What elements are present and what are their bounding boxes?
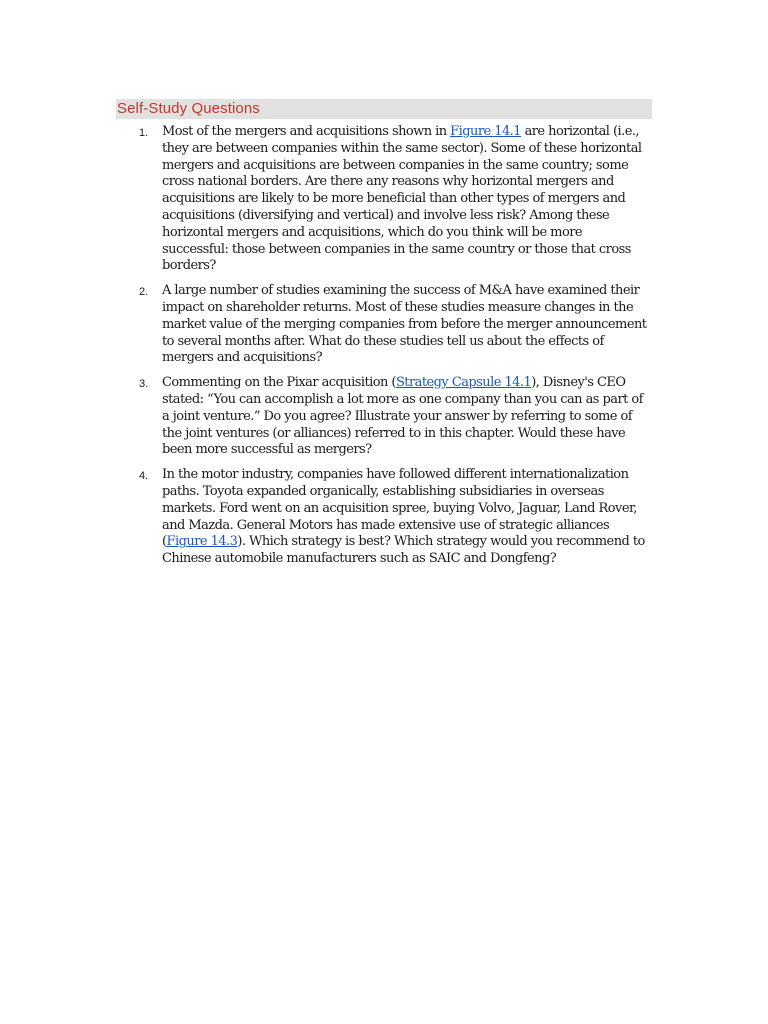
question-list — [130, 124, 650, 576]
question-item-4 — [130, 467, 650, 568]
question-number: 4. — [139, 470, 149, 483]
section-header — [116, 99, 652, 119]
figure-14-1-link[interactable]: Figure 14.1 — [450, 124, 521, 139]
question-number: 2. — [139, 286, 149, 299]
question-text: Commenting on the Pixar acquisition (Strategy Capsule 14.1), Disney's CEO stated: “You can accomplish a lot more as one company than you can as part of a joint venture.” Do you agree? Illustrate your answer by referring to some of the joint ventures (or alliances) referred to in this chapter. Would these have been more successful as mergers? — [162, 375, 643, 458]
question-number: 3. — [139, 378, 149, 391]
question-text: Most of the mergers and acquisitions shown in Figure 14.1 are horizontal (i.e., they are between companies within the same sector). Some of these horizontal mergers and acquisitions are between companies in the same country; some cross national borders. Are there any reasons why horizontal mergers and acquisitions are likely to be more beneficial than other types of mergers and acquisitions (diversifying and vertical) and involve less risk? Among these horizontal mergers and acquisitions, which do you think will be more successful: those between companies in the same country or those that cross borders? — [162, 124, 642, 274]
strategy-capsule-14-1-link[interactable]: Strategy Capsule 14.1 — [395, 375, 532, 391]
question-item-1 — [130, 124, 650, 275]
question-item-2 — [130, 283, 650, 367]
question-number: 1. — [139, 127, 149, 139]
figure-14-3-link[interactable]: Figure 14.3 — [166, 534, 238, 550]
question-item-3 — [130, 375, 650, 459]
question-text: A large number of studies examining the success of M&A have examined their impact on shareholder returns. Most of these studies measure changes in the market value of the merging companies from before the merger announcement to several months after. What do these studies tell us about the effects of mergers and acquisitions? — [162, 283, 647, 366]
question-text: In the motor industry, companies have followed different internationalization paths. Toyota expanded organically, establishing subsidiaries in overseas markets. Ford went on an acquisition spree, buying Volvo, Jaguar, Land Rover, and Mazda. General Motors has made extensive use of strategic alliances (Figure 14.3). Which strategy is best? Which strategy would you recommend to Chinese automobile manufacturers such as SAIC and Dongfeng? — [162, 467, 645, 567]
section-title: Self-Study Questions — [117, 100, 260, 117]
